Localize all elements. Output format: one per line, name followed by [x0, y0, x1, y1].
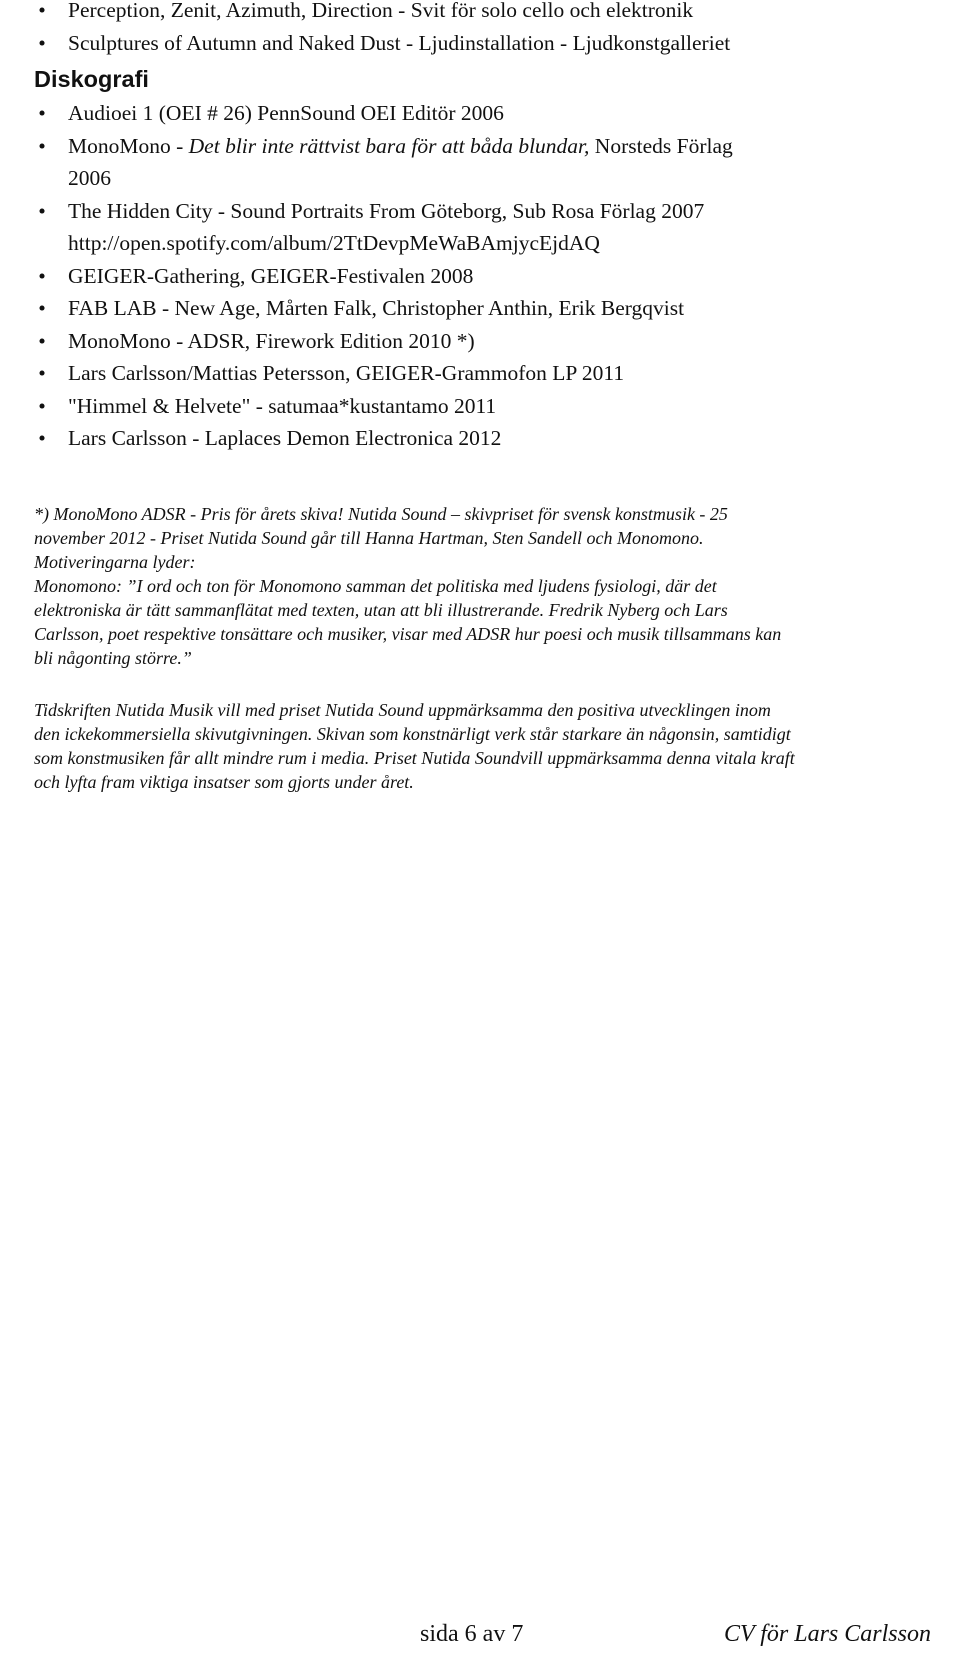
note-line: *) MonoMono ADSR - Pris för årets skiva! Nutida Sound – skivpriset för svensk konstmusik - 25 — [34, 504, 728, 524]
bullet-icon: • — [38, 198, 46, 223]
list-item-text: Lars Carlsson/Mattias Petersson, GEIGER-Grammofon LP 2011 — [68, 361, 625, 385]
bullet-icon: • — [38, 263, 46, 288]
list-item-text: FAB LAB - New Age, Mårten Falk, Christopher Anthin, Erik Bergqvist — [68, 296, 685, 320]
note-line: och lyfta fram viktiga insatser som gjorts under året. — [34, 772, 414, 792]
note-line: den ickekommersiella skivutgivningen. Skivan som konstnärligt verk står starkare än någonsin, samtidigt — [34, 724, 791, 744]
list-item — [0, 325, 900, 358]
discography-list — [0, 97, 900, 455]
bullet-icon: • — [38, 361, 46, 385]
list-item-text: Sculptures of Autumn and Naked Dust - Ljudinstallation - Ljudkonstgalleriet — [68, 30, 731, 55]
award-note — [34, 502, 934, 670]
list-item — [0, 97, 900, 130]
list-item-text: Lars Carlsson - Laplaces Demon Electronica 2012 — [68, 426, 502, 450]
bullet-icon: • — [38, 0, 46, 22]
list-item-year: 2006 — [68, 166, 111, 190]
bullet-icon: • — [38, 133, 46, 158]
note-line: elektroniska är tätt sammanflätat med texten, utan att bli illustrerande. Fredrik Nyberg och Lars — [34, 600, 728, 620]
page-number: sida 6 av 7 — [420, 1621, 524, 1647]
list-item — [0, 390, 900, 423]
section-heading-diskografi: Diskografi — [34, 66, 149, 92]
list-item — [0, 0, 940, 27]
list-item — [0, 27, 940, 60]
note-line: som konstmusiken får allt mindre rum i media. Priset Nutida Soundvill uppmärksamma denna vitala kraft — [34, 748, 795, 768]
document-title: CV för Lars Carlsson — [724, 1621, 931, 1647]
note-line: Tidskriften Nutida Musik vill med priset Nutida Sound uppmärksamma den positiva utvecklingen inom — [34, 700, 771, 720]
bullet-icon: • — [38, 30, 46, 55]
bullet-icon: • — [38, 426, 46, 450]
list-item — [0, 260, 900, 293]
list-item-text: Perception, Zenit, Azimuth, Direction - Svit för solo cello och elektronik — [68, 0, 694, 22]
list-item-text: The Hidden City - Sound Portraits From Göteborg, Sub Rosa Förlag 2007 — [68, 198, 705, 223]
list-item — [0, 195, 900, 228]
works-list — [0, 0, 940, 59]
note-line: Carlsson, poet respektive tonsättare och musiker, visar med ADSR hur poesi och musik tillsammans kan — [34, 624, 782, 644]
list-item-text: Audioei 1 (OEI # 26) PennSound OEI Editör 2006 — [68, 101, 504, 125]
list-item-prefix: MonoMono - — [68, 133, 189, 158]
note-line: Motiveringarna lyder: — [34, 552, 196, 572]
list-item — [0, 357, 900, 390]
list-item-text: MonoMono - ADSR, Firework Edition 2010 *) — [68, 328, 475, 353]
bullet-icon: • — [38, 328, 46, 353]
bullet-icon: • — [38, 296, 46, 320]
bullet-icon: • — [38, 101, 46, 125]
list-item-suffix: Norsteds Förlag — [589, 133, 733, 158]
note-line: november 2012 - Priset Nutida Sound går till Hanna Hartman, Sten Sandell och Monomono. — [34, 528, 704, 548]
list-item — [0, 130, 900, 195]
award-motivation-paragraph — [34, 698, 934, 794]
list-item — [0, 292, 900, 325]
book-title: Det blir inte rättvist bara för att båda blundar, — [188, 133, 590, 158]
bullet-icon: • — [38, 393, 46, 418]
note-line: bli någonting större.” — [34, 648, 192, 668]
page-footer — [0, 1621, 960, 1651]
note-line: Monomono: ”I ord och ton för Monomono samman det politiska med ljudens fysiologi, där det — [34, 576, 717, 596]
list-item-text: GEIGER-Gathering, GEIGER-Festivalen 2008 — [68, 263, 474, 288]
list-item — [0, 422, 900, 455]
list-item-text: "Himmel & Helvete" - satumaa*kustantamo 2011 — [68, 393, 497, 418]
spotify-link[interactable]: http://open.spotify.com/album/2TtDevpMeWaBAmjycEjdAQ — [68, 231, 600, 255]
